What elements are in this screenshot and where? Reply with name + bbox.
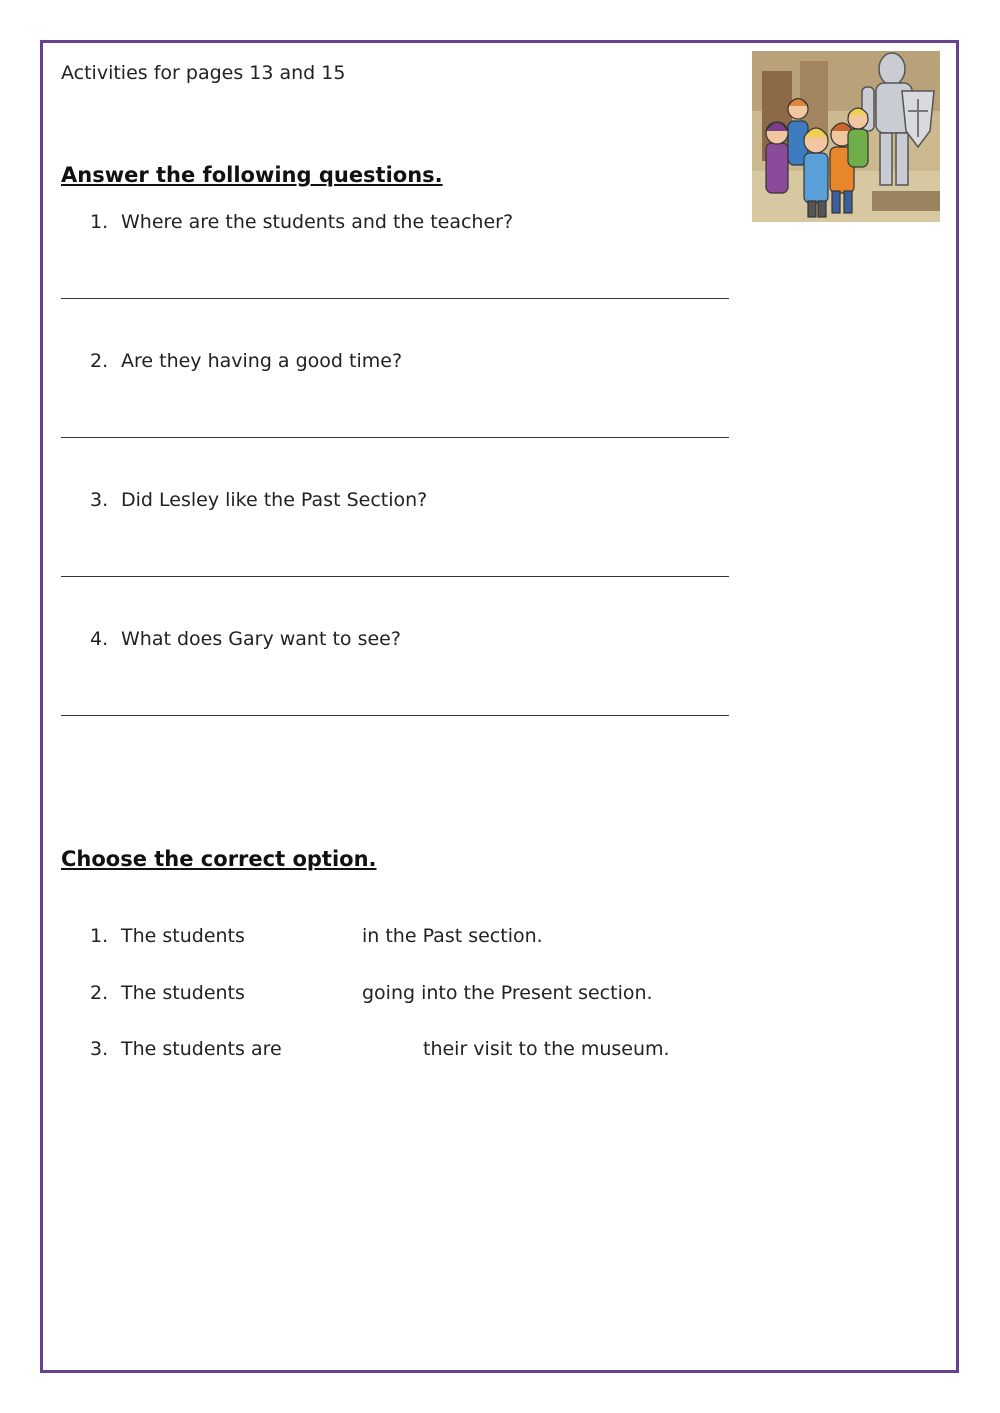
section-heading-choose-option: Choose the correct option. [61,847,377,871]
option-text-after: their visit to the museum. [423,1038,670,1060]
question-item [90,489,427,511]
page-subtitle: Activities for pages 13 and 15 [61,62,346,84]
option-number: 2. [90,982,109,1004]
question-number: 4. [90,628,109,650]
answer-line[interactable] [61,715,729,716]
option-text-after: going into the Present section. [362,982,653,1004]
answer-line[interactable] [61,576,729,577]
answer-line[interactable] [61,437,729,438]
museum-students-knight-illustration [752,51,940,222]
question-text: Are they having a good time? [121,350,403,372]
option-item-number [90,982,245,1004]
illustration-icon [752,51,940,222]
question-text: What does Gary want to see? [121,628,401,650]
option-item-number [90,925,245,947]
question-number: 1. [90,211,109,233]
option-text-before: The students [121,925,245,947]
question-item [90,628,401,650]
question-item [90,211,513,233]
question-item [90,350,402,372]
option-text-after: in the Past section. [362,925,543,947]
question-number: 3. [90,489,109,511]
question-number: 2. [90,350,109,372]
question-text: Where are the students and the teacher? [121,211,514,233]
option-number: 3. [90,1038,109,1060]
option-item-number [90,1038,282,1060]
answer-line[interactable] [61,298,729,299]
option-text-before: The students are [121,1038,282,1060]
page-border [40,40,959,1373]
question-text: Did Lesley like the Past Section? [121,489,428,511]
option-text-before: The students [121,982,245,1004]
section-heading-answer-questions: Answer the following questions. [61,163,443,187]
option-number: 1. [90,925,109,947]
